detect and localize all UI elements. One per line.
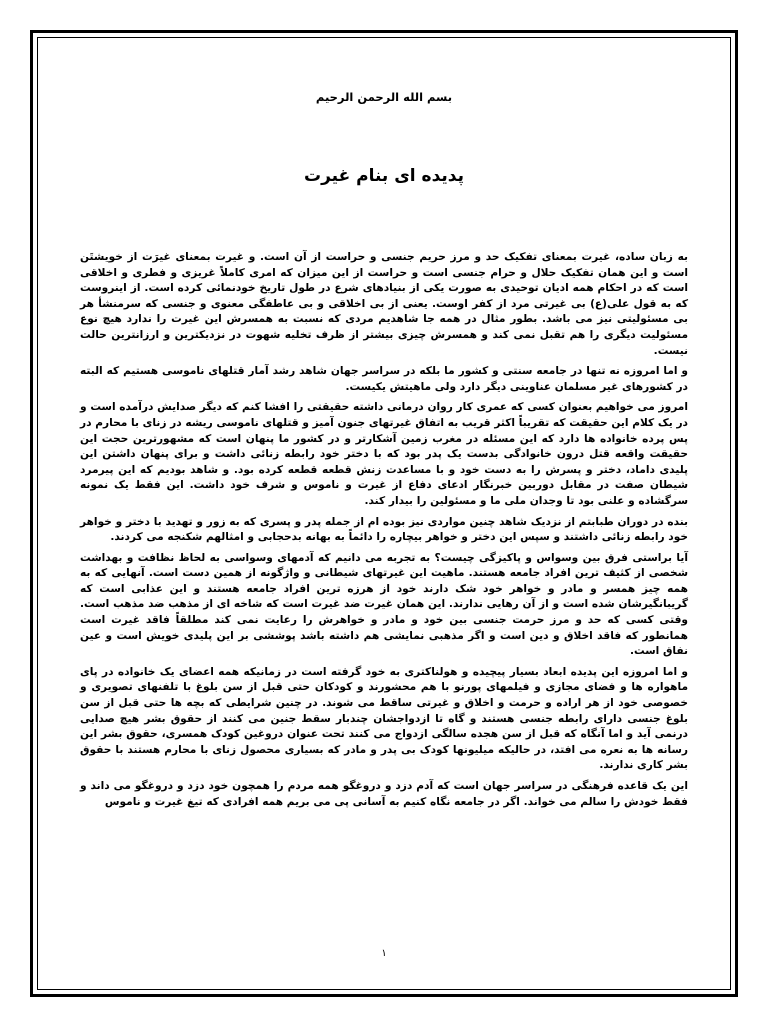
- document-body: [80, 90, 688, 815]
- paragraph-2: و اما امروزه نه تنها در جامعه سنتی و کشور ما بلکه در سراسر جهان شاهد رشد آمار قتلهای ناموسی هستیم که البته در کشورهای غیر مسلمان عناوینی دیگر دارد ولی ماهیتش یکیست.: [80, 365, 688, 393]
- basmala-heading: بسم الله الرحمن الرحيم: [315, 90, 453, 104]
- paragraph-1: به زبان ساده، غیرت بمعنای تفکیک حد و مرز حریم جنسی و حراست از آن است. و غیرت بمعنای غیرَت از خویشتَن است و این همان تفکیک حلال و حرام جنسی است و حراست از این میزان که امری کاملاً غریزی و فطری و اخلاقی است که در احکام همه ادیان توحیدی به صورت یکی از بنیادهای شرع در طول تاریخ خودنمائی کرده است. از اینروست که به قول علی(ع) بی غیرتی مرد از کفر اوست. یعنی از بی اخلاقی و بی عاطفگی معنوی و جنسی که سرمنشأ هر بی مسئولیتی نیز می باشد. بطور مثال در همه جا شاهدیم مردی که نسبت به همسرش این غیرت را ندارد هیچ نوع مسئولیت دیگری را هم تقبل نمی کند و همسرش چیزی بیشتر از ظرف تخلیه شهوت در نزدیکترین و ارزانترین حالت نیست.: [80, 251, 688, 357]
- paragraph-5: آیا براستی فرق بین وسواس و پاکیزگی چیست؟ به تجربه می دانیم که آدمهای وسواسی به لحاظ نظافت و بهداشت شخصی از کثیف ترین افراد جامعه هستند. ماهیت این غیرتهای شیطانی و واژگونه از همین دست است. آنهایی که به همه چیز همسر و مادر و خواهر خود شک دارند خود از هرزه ترین افراد جامعه هستند و این عذابی است که گریبانگیرشان شده است و از آن رهایی ندارند. این همان غیرت ضد غیرت است که شاخه ای از مذهب ضد مذهب است. وقتی کسی که حد و مرز حرمت جنسی بین خود و مادر و خواهرش را رعایت نمی کند مطلقاً فاقد غیرت است همانطور که فاقد اخلاق و دین است و اگر مذهبی نمایشی هم داشته باشد پوششی بر این پلیدی خویش است و عین نفاق است.: [80, 551, 688, 658]
- page-number: ۱: [381, 948, 387, 959]
- paragraph-4: بنده در دوران طبابتم از نزدیک شاهد چنین مواردی نیز بوده ام از جمله پدر و پسری که به زور و تهدید با دختر و خواهر خود رابطه زنائی داشتند و سپس این دختر و خواهر بیچاره را دائماً به بهانه بدحجابی و امثالهم شکنجه می کردند.: [80, 515, 688, 544]
- document-title: پدیده ای بنام غیرت: [304, 166, 464, 186]
- paragraph-7: این یک قاعده فرهنگی در سراسر جهان است که آدم دزد و دروغگو همه مردم را همچون خود دزد و دروغگو می داند و فقط خودش را سالم می خواند. اگر در جامعه نگاه کنیم به آسانی پی می بریم همه افرادی که تیغ غیرت و ناموس: [80, 780, 688, 808]
- paragraph-3: امروز می خواهیم بعنوان کسی که عمری کار روان درمانی داشته حقیقتی را افشا کنم که دیگر صدایش درآمده است و در یک کلام این حقیقت که تقریباً اکثر قریب به اتفاق غیرتهای جنون آمیز و قتلهای ناموسی ریشه در زنای با محارم در پس پرده خانواده ها دارد که این مسئله در مغرب زمین آشکارتر و در کشور ما پنهان است که مشهورترین حجت این حقیقت واقعه قتل درون خانوادگی بدست یک پدر بود که با دختر خود رابطه زنائی داشت و برای پنهان داشتن این پلیدی داماد، دختر و پسرش را به دست خود و با مساعدت زنش قطعه قطعه کرده بود. و شاهد بودیم که این پیرمرد شیطان صفت در مقابل دوربین خبرنگار ادعای دفاع از غیرت و ناموس و شرف خود داشت. این فقط یک نمونه سرگشاده و علنی بود تا وجدان ملی ما و مسئولین را بیدار کند.: [80, 401, 688, 507]
- paragraph-6: و اما امروزه این پدیده ابعاد بسیار پیچیده و هولناکتری به خود گرفته است در زمانیکه همه اعضای یک خانواده در پای ماهواره ها و فضای مجازی و فیلمهای پورنو با هم محشورند و کودکان حتی قبل از سن بلوغ با تلفنهای تصویری و خصوصی خود از هر اراده و حرمت و اخلاق و غیرتی ساقط می شوند. در چنین شرایطی که بچه ها حتی قبل از سن بلوغ جنسی دارای رابطه جنسی هستند و گاه تا ازدواجشان چندبار سقط جنین می کنند از حقوق بشر هیچ صدایی درنمی آید و اما آنگاه که قبل از سن هجده سالگی ازدواج می کنند تحت عنوان دروغین کودک همسری، حقوق بشر این رسانه ها به نعره می افتد، در حالیکه میلیونها کودک بی پدر و مادر که بسیاری محصول زنای با محارم هستند با حقوق بشر کاری ندارند.: [80, 665, 688, 772]
